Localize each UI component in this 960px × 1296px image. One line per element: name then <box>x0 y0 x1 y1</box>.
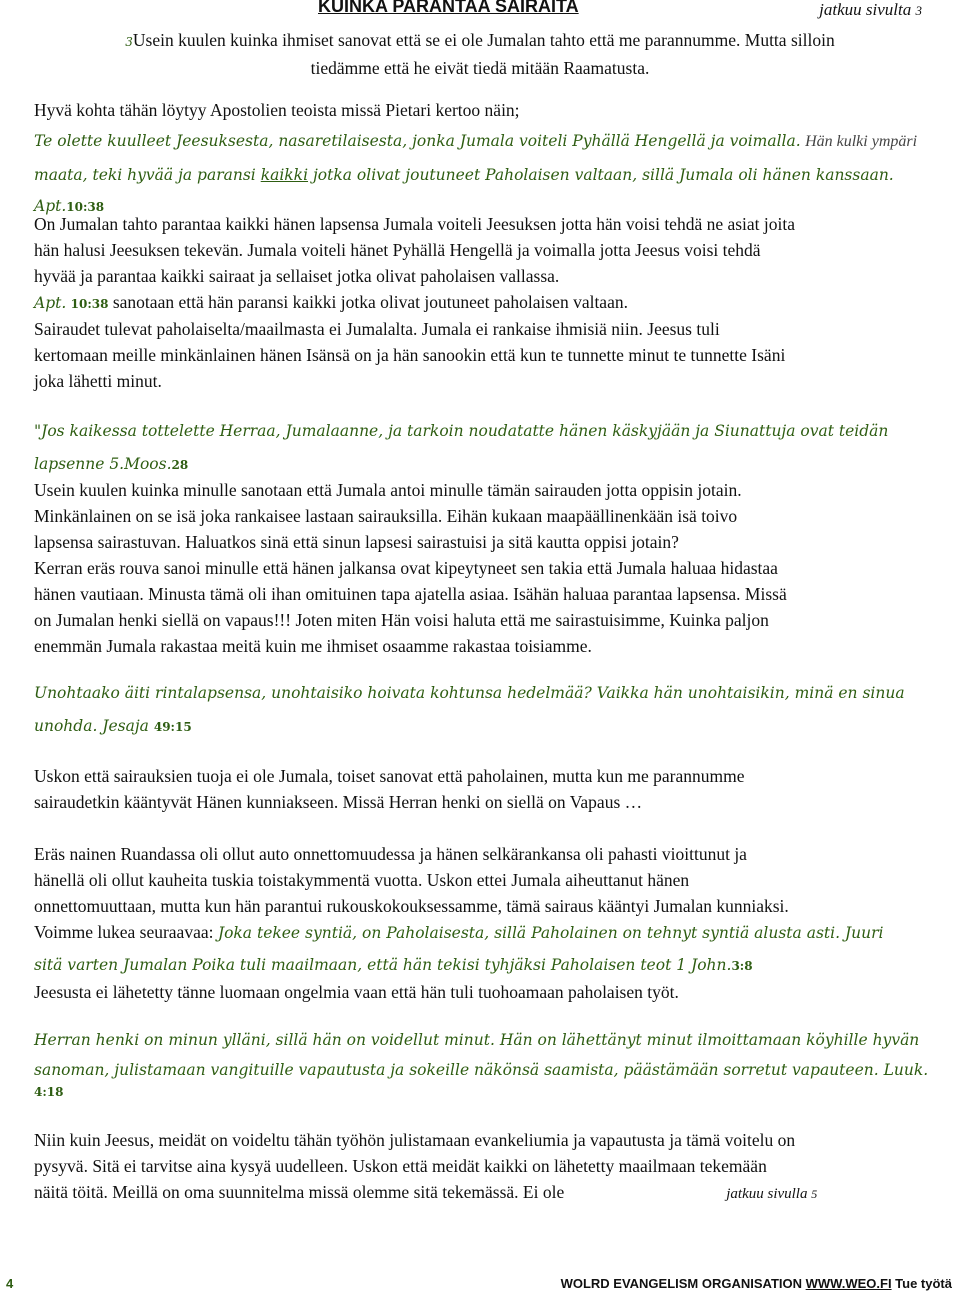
scripture-ref-num: 49:15 <box>153 720 192 734</box>
scripture-quote: lapsenne 5.Moos. <box>34 455 172 473</box>
scripture-ref-num: 4:18 <box>34 1085 64 1099</box>
paragraph-line: sairaudetkin kääntyvät Hänen kunniakseen. Missä Herran henki on siellä on Vapaus … <box>34 792 643 812</box>
intro-paragraph <box>60 27 900 81</box>
paragraph-line: pysyvä. Sitä ei tarvitse aina kysyä uudelleen. Uskon että meidät kaikki on lähetetty maailmaan tekemään <box>34 1156 767 1176</box>
paragraph-line: kertomaan meille minkänlainen hänen Isänsä on ja hän sanookin että kun te tunnette minut te tunnette Isäni <box>34 345 786 365</box>
footer-org-name: WOLRD EVANGELISM ORGANISATION <box>560 1276 806 1291</box>
page-number: 4 <box>6 1276 14 1291</box>
paragraph-line: onnettomuuttaan, mutta kun hän parantui rukouskokouksessamme, tämä sairaus kääntyi Jumalan kunniaksi. <box>34 896 789 916</box>
continues-on-page: 5 <box>811 1187 818 1201</box>
scripture-ref-num: 3:8 <box>731 959 753 973</box>
paragraph-line: Sairaudet tulevat paholaiselta/maailmasta ei Jumalalta. Jumala ei rankaise ihmisiä niin. Jeesus tuli <box>34 319 720 339</box>
paragraph-line: hyvää ja parantaa kaikki sairaat ja sellaiset jotka olivat paholaisen vallassa. <box>34 266 560 286</box>
deuteronomy-quote <box>34 418 929 478</box>
intro-line: tiedämme että he eivät tiedä mitään Raamatusta. <box>310 58 650 78</box>
acts-passage <box>34 97 929 220</box>
footer-org <box>561 1276 952 1291</box>
paragraph-line: Jeesusta ei lähetetty tänne luomaan ongelmia vaan että hän tuli tuohoamaan paholaisen työt. <box>34 982 679 1002</box>
page-title: KUINKA PARANTAA SAIRAITA <box>318 0 579 16</box>
scripture-emphasis: kaikki <box>260 166 309 184</box>
paragraph-line: Voimme lukea seuraavaa: <box>34 922 218 942</box>
punishment-paragraph <box>34 477 929 659</box>
continues-on-label: jatkuu sivulla <box>726 1186 808 1202</box>
anointing-paragraph <box>34 1127 929 1207</box>
paragraph-line: on Jumalan henki siellä on vapaus!!! Joten miten Hän voisi haluta että me sairastuisimme, Kuinka paljon <box>34 610 769 630</box>
scripture-quote: maata, teki hyvää ja paransi <box>34 166 261 184</box>
acts-lead: Hyvä kohta tähän löytyy Apostolien teoista missä Pietari kertoo näin; <box>34 100 520 120</box>
luke-quote <box>34 1027 929 1101</box>
continued-from-note <box>819 0 922 20</box>
scripture-quote-cont: Hän kulki ympäri <box>805 133 918 150</box>
paragraph-line: enemmän Jumala rakastaa meitä kuin me ihmiset osaamme rakastaa toisiamme. <box>34 636 592 656</box>
scripture-quote: Herran henki on minun ylläni, sillä hän on voidellut minut. Hän on lähettänyt minut ilmoittamaan köyhille hyvän <box>34 1031 920 1049</box>
paragraph-line: Kerran eräs rouva sanoi minulle että hänen jalkansa ovat kipeytyneet sen takia että Jumala haluaa hidastaa <box>34 558 778 578</box>
paragraph-line: hänellä oli ollut kauheita tuskia toistakymmentä vuotta. Uskon ettei Jumala aiheuttanut hänen <box>34 870 690 890</box>
scripture-quote: Joka tekee syntiä, on Paholaisesta, sillä Paholainen on tehnyt syntiä alusta asti. Juuri <box>217 924 884 942</box>
glory-paragraph <box>34 763 929 815</box>
scripture-quote: sanoman, julistamaan vangituille vapautusta ja sokeille näkönsä saamista, päästämään sorretut vapauteen. Luuk. <box>34 1061 929 1079</box>
scripture-ref-book: Apt. <box>34 197 67 215</box>
scripture-quote: sitä varten Jumalan Poika tuli maailmaan, että hän tekisi tyhjäksi Paholaisen teot 1 John. <box>34 956 732 974</box>
paragraph-line: On Jumalan tahto parantaa kaikki hänen lapsensa Jumala voiteli Jeesuksen jotta hän voisi tehdä ne asiat joita <box>34 214 796 234</box>
intro-line: Usein kuulen kuinka ihmiset sanovat että se ei ole Jumalan tahto että me parannumme. Mutta silloin <box>132 30 835 50</box>
will-of-god-paragraph <box>34 211 929 317</box>
scripture-quote: "Jos kaikessa tottelette Herraa, Jumalaanne, ja tarkoin noudatatte hänen käskyjään ja Siunattuja ovat teidän <box>34 422 889 440</box>
scripture-ref-num: 10:38 <box>66 200 105 214</box>
paragraph-line: lapsensa sairastuvan. Haluatkos sinä että sinun lapsesi sairastuisi ja sitä kautta oppisi jotain? <box>34 532 679 552</box>
continues-on-note <box>726 1186 817 1202</box>
scripture-quote: Unohtaako äiti rintalapsensa, unohtaisiko hoivata kohtunsa hedelmää? Vaikka hän unohtaisikin, minä en sinua <box>34 684 905 702</box>
scripture-quote: Te olette kuulleet Jeesuksesta, nasaretilaisesta, jonka Jumala voiteli Pyhällä Hengellä ja voimalla. <box>34 132 801 150</box>
footer-tagline: Tue työtä <box>891 1276 952 1291</box>
paragraph-line: Niin kuin Jeesus, meidät on voideltu tähän työhön julistamaan evankeliumia ja vapautusta ja tämä voitelu on <box>34 1130 796 1150</box>
scripture-quote: jotka olivat joutuneet Paholaisen valtaan, sillä Jumala oli hänen kanssaan. <box>308 166 894 184</box>
paragraph-line: Minkänlainen on se isä joka rankaisee lastaan sairauksilla. Eihän kukaan maapäällinenkään isä toivo <box>34 506 738 526</box>
scripture-quote: unohda. Jesaja <box>34 717 154 735</box>
continued-from-label: jatkuu sivulta <box>819 0 912 19</box>
footer-url-link[interactable]: WWW.WEO.FI <box>805 1276 892 1291</box>
paragraph-line: sanotaan että hän paransi kaikki jotka olivat joutuneet paholaisen valtaan. <box>108 292 628 312</box>
scripture-ref-num: 28 <box>171 458 189 472</box>
rwanda-paragraph <box>34 841 929 1005</box>
paragraph-line: joka lähetti minut. <box>34 371 162 391</box>
sickness-source-paragraph <box>34 316 929 394</box>
paragraph-line: Usein kuulen kuinka minulle sanotaan että Jumala antoi minulle tämän sairauden jotta oppisin jotain. <box>34 480 742 500</box>
paragraph-line: Uskon että sairauksien tuoja ei ole Jumala, toiset sanovat että paholainen, mutta kun me parannumme <box>34 766 745 786</box>
paragraph-line: hän halusi Jeesuksen tekevän. Jumala voiteli hänet Pyhällä Hengellä ja voimalla jotta Jeesus voisi tehdä <box>34 240 761 260</box>
scripture-ref-num: 10:38 <box>70 297 109 311</box>
intro-number: 3 <box>125 35 133 49</box>
isaiah-quote <box>34 680 929 740</box>
paragraph-line: Eräs nainen Ruandassa oli ollut auto onnettomuudessa ja hänen selkärankansa oli pahasti vioittunut ja <box>34 844 747 864</box>
scripture-ref-book: Apt. <box>34 294 67 312</box>
paragraph-line: hänen vautiaan. Minusta tämä oli ihan omituinen tapa ajatella asiaa. Isähän haluaa parantaa lapsensa. Missä <box>34 584 787 604</box>
continued-from-page: 3 <box>915 3 922 18</box>
paragraph-line: näitä töitä. Meillä on oma suunnitelma missä olemme sitä tekemässä. Ei ole <box>34 1182 565 1202</box>
